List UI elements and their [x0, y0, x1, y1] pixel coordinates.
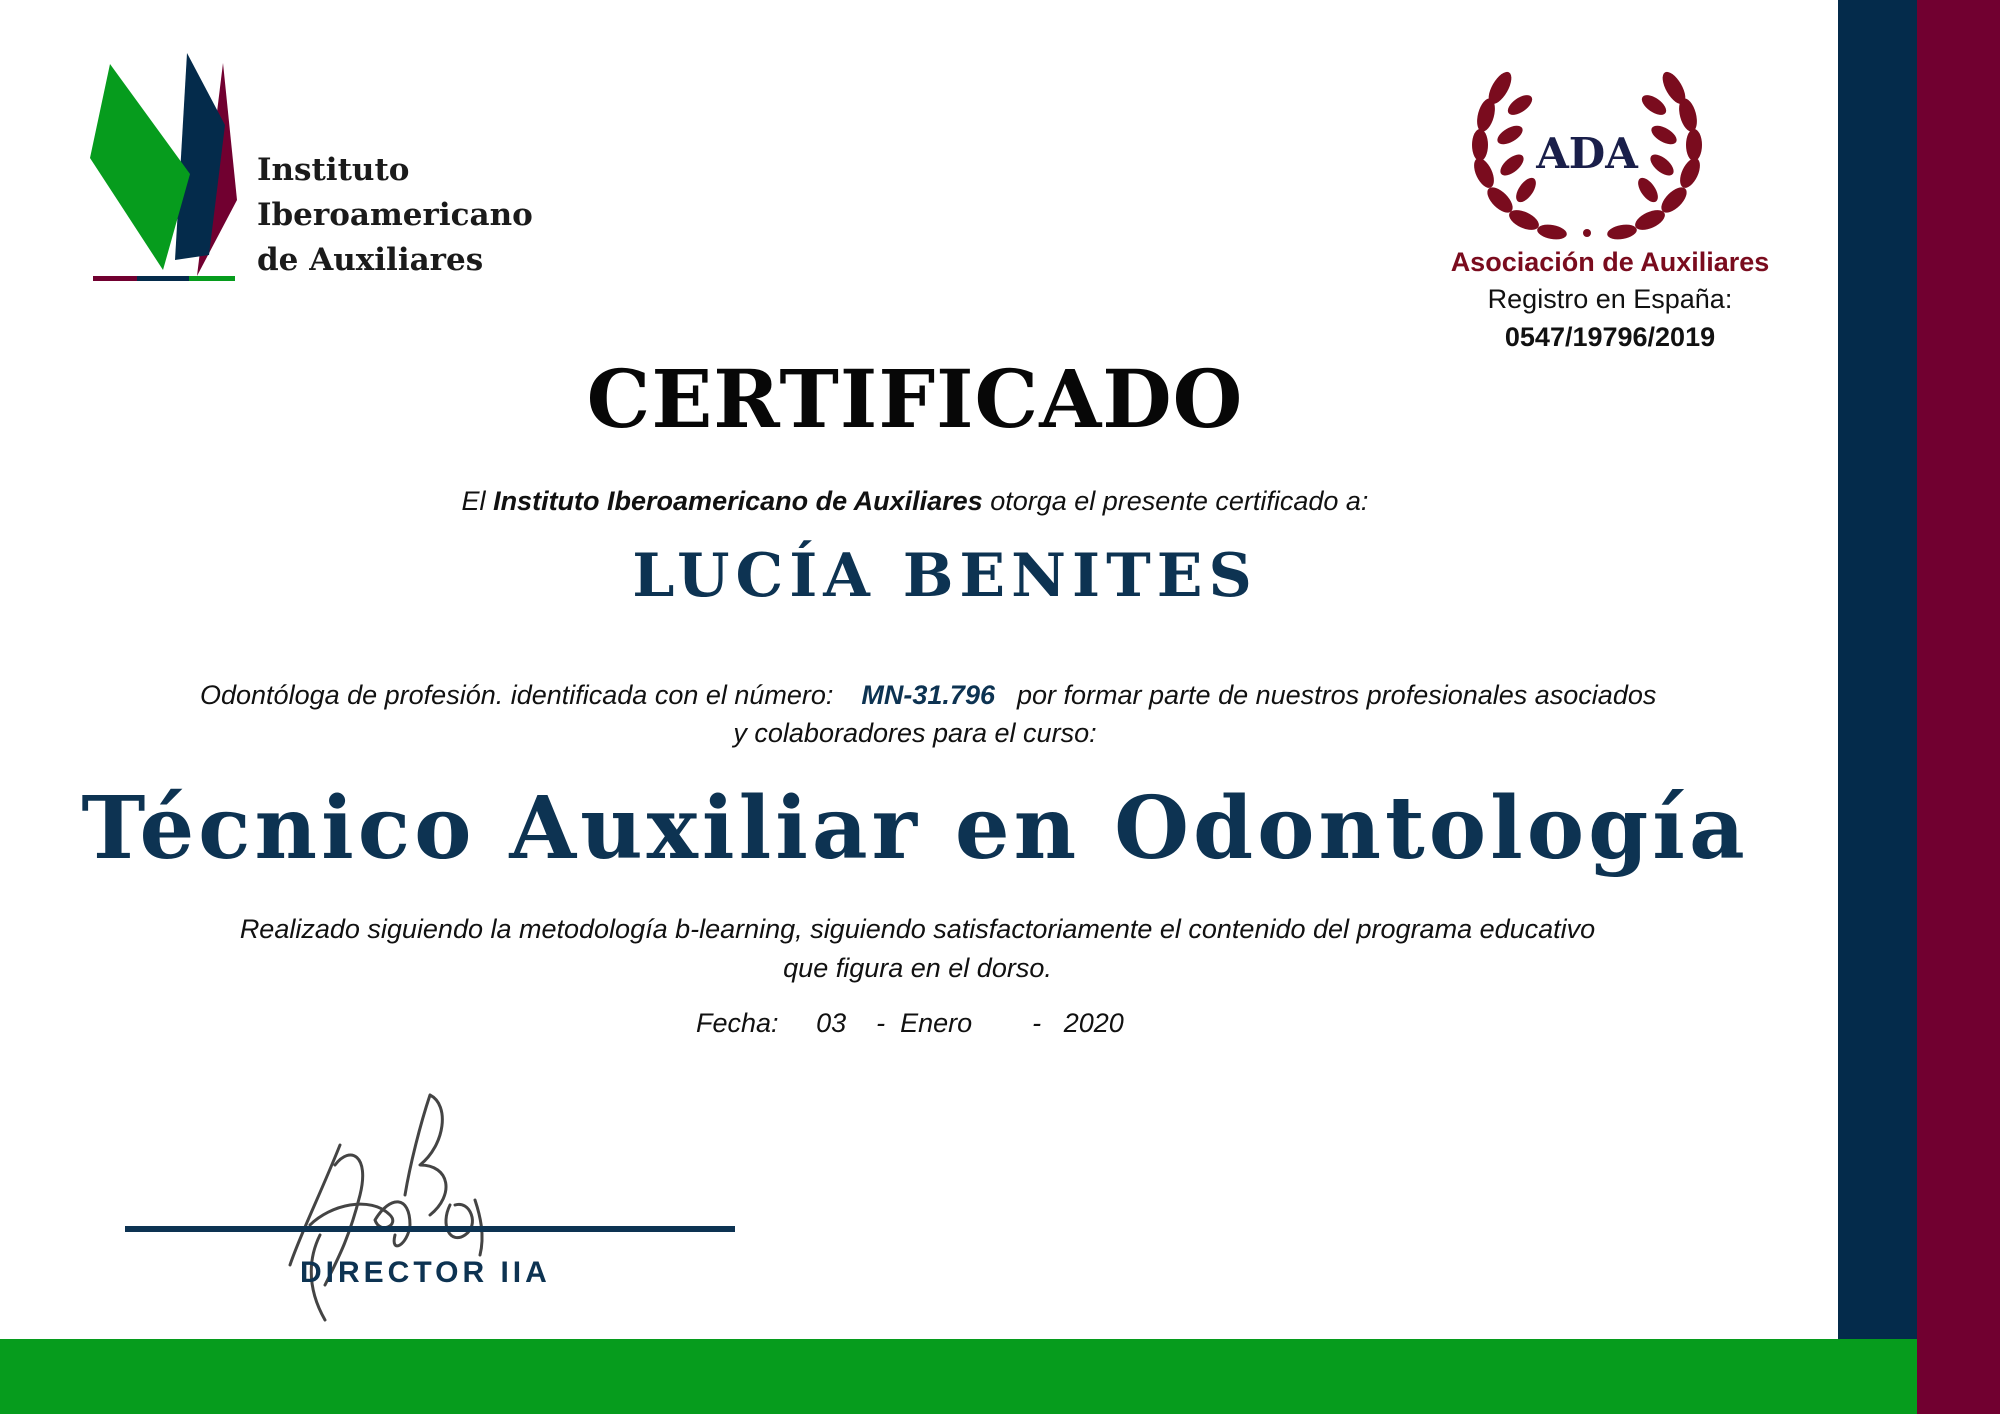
institute-logo-icon	[85, 50, 245, 285]
association-name: Asociación de Auxiliares	[1450, 247, 1770, 277]
profession-prefix: Odontóloga de profesión. identificada con el número:	[200, 680, 834, 710]
institute-name-line3: de Auxiliares	[257, 242, 484, 278]
methodology-line1: Realizado siguiendo la metodología b-learning, siguiendo satisfactoriamente el contenido del programa educativo	[239, 914, 1596, 944]
institute-name-line1: Instituto	[257, 152, 410, 188]
green-bottom-stripe	[0, 1339, 1917, 1414]
date-label: Fecha:	[696, 1008, 779, 1038]
methodology-line2: que figura en el dorso.	[783, 953, 1052, 983]
profession-line	[200, 680, 1760, 711]
methodology-text	[150, 910, 1685, 988]
recipient-name: LUCÍA BENITES	[632, 541, 1258, 611]
profession-suffix: por formar parte de nuestros profesionales asociados	[1017, 680, 1657, 710]
institute-name	[257, 148, 533, 283]
certificate-title: CERTIFICADO	[586, 352, 1244, 446]
intro-institute: Instituto Iberoamericano de Auxiliares	[493, 486, 983, 516]
id-number: MN-31.796	[861, 680, 995, 710]
course-title: Técnico Auxiliar en Odontología	[81, 778, 1749, 879]
director-label: DIRECTOR IIA	[300, 1256, 551, 1289]
intro-line	[0, 486, 1830, 517]
institute-name-line2: Iberoamericano	[257, 197, 533, 233]
date-month: Enero	[900, 1008, 973, 1038]
signature-line	[125, 1226, 735, 1232]
course-intro-line: y colaboradores para el curso:	[733, 718, 1097, 748]
emblem-letters: ADA	[1536, 129, 1638, 178]
intro-suffix: otorga el presente certificado a:	[982, 486, 1369, 516]
date-day: 03	[816, 1008, 847, 1038]
laurel-wreath-ada-icon	[1462, 60, 1712, 250]
date-line: Fecha: 03 - Enero - 2020	[696, 1008, 1124, 1038]
navy-side-stripe	[1838, 0, 1917, 1414]
maroon-side-stripe	[1917, 0, 2000, 1414]
registry-number: 0547/19796/2019	[1504, 322, 1716, 352]
intro-prefix: El	[461, 486, 494, 516]
date-year: 2020	[1063, 1008, 1124, 1038]
registry-label: Registro en España:	[1487, 284, 1733, 314]
